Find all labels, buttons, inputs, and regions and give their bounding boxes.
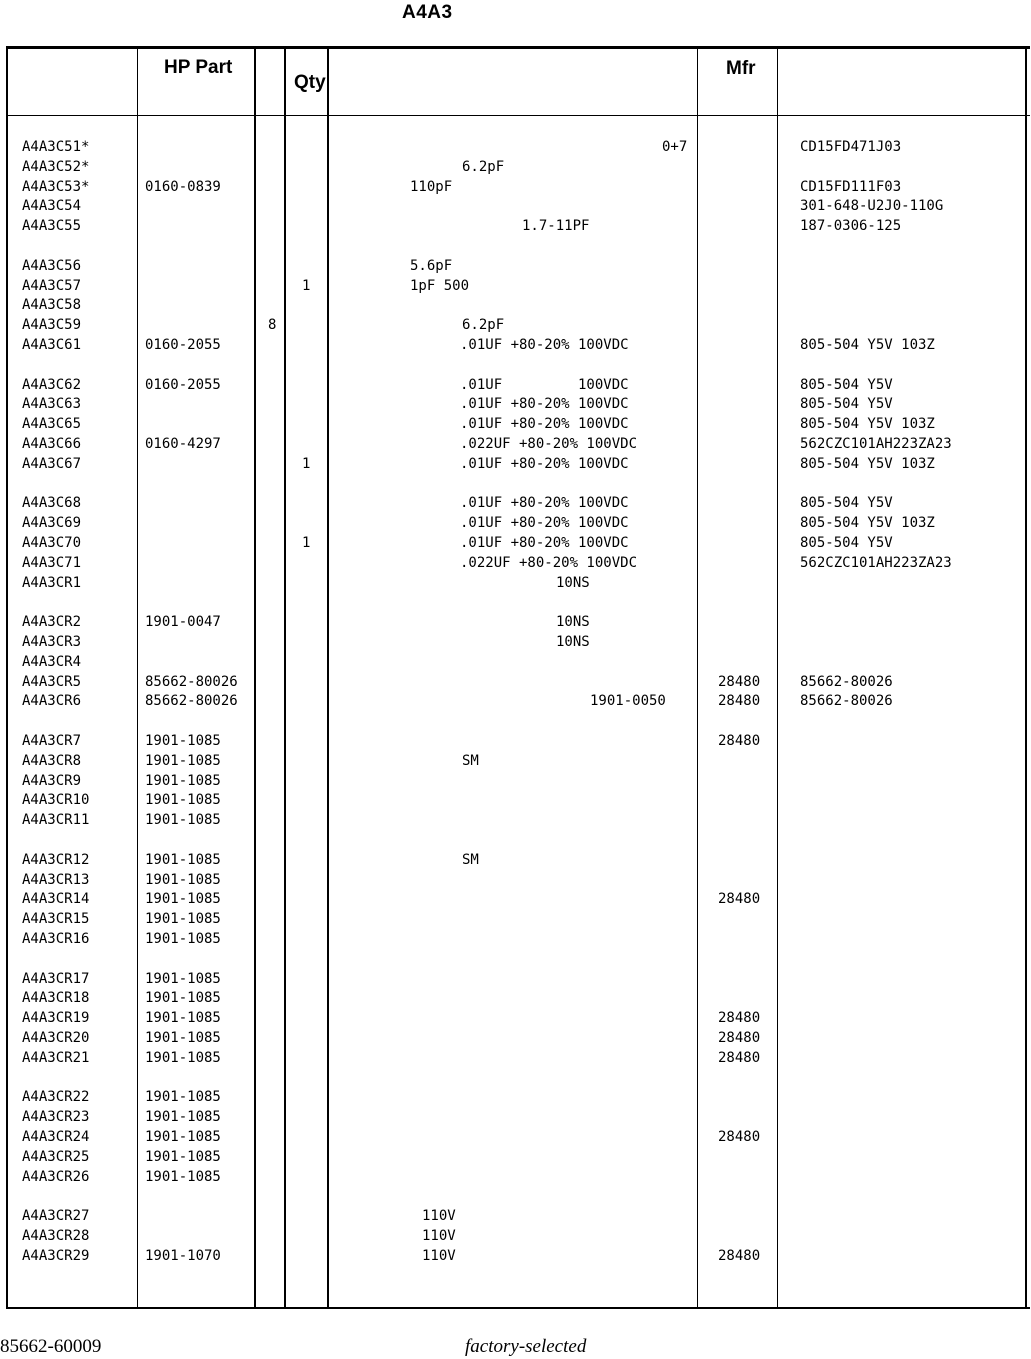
mfr-part-number: CD15FD111F03 [800, 178, 902, 195]
hp-part-number: 1901-1085 [145, 1168, 221, 1185]
ref-designator: A4A3CR27 [22, 1208, 90, 1225]
col-border-desc [697, 46, 698, 1309]
hp-part-number: 1901-0047 [145, 614, 221, 631]
hp-part-number: 1901-1085 [145, 1109, 221, 1126]
description: 5.6pF [410, 257, 453, 274]
description: 110V [422, 1228, 456, 1244]
ref-designator: A4A3CR12 [22, 851, 90, 868]
mfr-part-number: 85662-80026 [800, 673, 893, 690]
ref-designator: A4A3C61 [22, 337, 82, 353]
ref-designator: A4A3C52* [22, 158, 90, 175]
page-title: A4A3 [402, 2, 453, 23]
col-border-right [1025, 46, 1027, 1309]
ref-designator: A4A3C58 [22, 297, 82, 314]
description: 110V [422, 1247, 456, 1264]
ref-designator: A4A3CR9 [22, 772, 82, 789]
footer-note: factory-selected [465, 1336, 587, 1357]
ref-designator: A4A3CR5 [22, 673, 82, 690]
hp-part-number: 1901-1085 [145, 772, 221, 789]
description: SM [462, 752, 479, 769]
description: 1pF 500 [410, 277, 470, 294]
hp-part-number: 1901-1085 [145, 1010, 221, 1027]
col-border-mfr [777, 46, 778, 1309]
col-border-qty [327, 46, 329, 1309]
hp-part-number: 1901-1085 [145, 990, 221, 1007]
ref-designator: A4A3CR11 [22, 812, 90, 829]
mfr-part-number: 187-0306-125 [800, 218, 902, 235]
hp-part-number: 0160-2055 [145, 376, 221, 393]
header-hp-part: HP Part [164, 57, 233, 78]
description-extra: 0+7 [662, 139, 688, 155]
hp-part-number: 85662-80026 [145, 673, 238, 690]
ref-designator: A4A3CR19 [22, 1010, 90, 1027]
mfr-code: 28480 [718, 673, 761, 690]
description: .01UF 100VDC [460, 376, 629, 393]
ref-designator: A4A3C71 [22, 554, 82, 571]
hp-part-number: 0160-0839 [145, 178, 221, 195]
description: .01UF +80-20% 100VDC [460, 495, 629, 512]
mfr-code: 28480 [718, 1129, 761, 1145]
description: .01UF +80-20% 100VDC [460, 337, 629, 353]
hp-part-number: 1901-1085 [145, 1089, 221, 1106]
ref-designator: A4A3CR21 [22, 1049, 90, 1066]
ref-designator: A4A3CR1 [22, 574, 82, 591]
mfr-part-number: 805-504 Y5V 103Z [800, 515, 935, 532]
ref-designator: A4A3CR15 [22, 911, 90, 928]
ref-designator: A4A3C63 [22, 396, 82, 413]
ref-designator: A4A3CR3 [22, 634, 82, 650]
mfr-part-number: 805-504 Y5V [800, 495, 893, 512]
mfr-part-number: 805-504 Y5V 103Z [800, 455, 935, 472]
ref-designator: A4A3C67 [22, 455, 82, 472]
hp-part-number: 1901-1085 [145, 1129, 221, 1145]
ref-designator: A4A3C55 [22, 218, 82, 235]
ref-designator: A4A3CR22 [22, 1089, 90, 1106]
ref-designator: A4A3CR25 [22, 1148, 90, 1165]
col-border-part [137, 46, 138, 1309]
ref-designator: A4A3C51* [22, 139, 90, 155]
col-border-cd-right [284, 46, 286, 1309]
description: 10NS [556, 574, 590, 591]
ref-designator: A4A3CR8 [22, 752, 82, 769]
description: .022UF +80-20% 100VDC [460, 436, 638, 452]
hp-part-number: 1901-1085 [145, 851, 221, 868]
quantity: 1 [302, 535, 311, 551]
ref-designator: A4A3CR13 [22, 871, 90, 888]
header-qty: Qty [294, 72, 326, 93]
hp-part-number: 0160-2055 [145, 337, 221, 353]
ref-designator: A4A3CR28 [22, 1228, 90, 1244]
check-digit: 8 [268, 317, 277, 334]
header-mfr: Mfr [726, 58, 756, 79]
ref-designator: A4A3C59 [22, 317, 82, 334]
hp-part-number: 0160-4297 [145, 436, 221, 452]
ref-designator: A4A3C53* [22, 178, 90, 195]
ref-designator: A4A3CR24 [22, 1129, 90, 1145]
ref-designator: A4A3CR6 [22, 693, 82, 710]
description: 1.7-11PF [522, 218, 590, 235]
ref-designator: A4A3C65 [22, 416, 82, 433]
description: .01UF +80-20% 100VDC [460, 416, 629, 433]
ref-designator: A4A3CR7 [22, 733, 82, 749]
description: .022UF +80-20% 100VDC [460, 554, 638, 571]
description-extra: 1901-0050 [590, 693, 666, 710]
ref-designator: A4A3CR2 [22, 614, 82, 631]
description: .01UF +80-20% 100VDC [460, 396, 629, 413]
ref-designator: A4A3CR23 [22, 1109, 90, 1126]
hp-part-number: 1901-1085 [145, 1030, 221, 1046]
mfr-code: 28480 [718, 891, 761, 908]
hp-part-number: 1901-1085 [145, 911, 221, 928]
hp-part-number: 1901-1085 [145, 733, 221, 749]
ref-designator: A4A3C56 [22, 257, 82, 274]
mfr-part-number: 805-504 Y5V [800, 376, 893, 393]
col-border-left [6, 46, 8, 1309]
mfr-part-number: 85662-80026 [800, 693, 893, 710]
ref-designator: A4A3CR17 [22, 970, 90, 987]
quantity: 1 [302, 277, 311, 294]
header-bottom-border [6, 115, 1030, 116]
ref-designator: A4A3C69 [22, 515, 82, 532]
description: 6.2pF [462, 158, 505, 175]
mfr-code: 28480 [718, 733, 761, 749]
ref-designator: A4A3CR10 [22, 792, 90, 809]
hp-part-number: 1901-1085 [145, 931, 221, 947]
ref-designator: A4A3CR16 [22, 931, 90, 947]
hp-part-number: 1901-1085 [145, 752, 221, 769]
description: 6.2pF [462, 317, 505, 334]
quantity: 1 [302, 455, 311, 472]
table-top-border [6, 46, 1030, 49]
col-border-cd-left [254, 46, 256, 1309]
mfr-code: 28480 [718, 1049, 761, 1066]
description: .01UF +80-20% 100VDC [460, 455, 629, 472]
hp-part-number: 1901-1085 [145, 1049, 221, 1066]
mfr-part-number: 301-648-U2J0-110G [800, 198, 944, 215]
mfr-part-number: 562CZC101AH223ZA23 [800, 554, 952, 571]
ref-designator: A4A3C66 [22, 436, 82, 452]
table-bottom-border [6, 1307, 1030, 1309]
description: 110V [422, 1208, 456, 1225]
ref-designator: A4A3C62 [22, 376, 82, 393]
hp-part-number: 1901-1085 [145, 792, 221, 809]
mfr-part-number: CD15FD471J03 [800, 139, 902, 155]
hp-part-number: 1901-1085 [145, 1148, 221, 1165]
mfr-code: 28480 [718, 1010, 761, 1027]
mfr-part-number: 805-504 Y5V [800, 396, 893, 413]
description: 10NS [556, 634, 590, 650]
ref-designator: A4A3C68 [22, 495, 82, 512]
ref-designator: A4A3CR29 [22, 1247, 90, 1264]
footer-part-number: 85662-60009 [0, 1336, 102, 1357]
description: 10NS [556, 614, 590, 631]
hp-part-number: 85662-80026 [145, 693, 238, 710]
hp-part-number: 1901-1085 [145, 891, 221, 908]
description: SM [462, 851, 479, 868]
ref-designator: A4A3C70 [22, 535, 82, 551]
hp-part-number: 1901-1085 [145, 970, 221, 987]
ref-designator: A4A3CR18 [22, 990, 90, 1007]
mfr-code: 28480 [718, 693, 761, 710]
hp-part-number: 1901-1070 [145, 1247, 221, 1264]
mfr-part-number: 805-504 Y5V 103Z [800, 416, 935, 433]
description: .01UF +80-20% 100VDC [460, 535, 629, 551]
mfr-part-number: 562CZC101AH223ZA23 [800, 436, 952, 452]
mfr-code: 28480 [718, 1247, 761, 1264]
mfr-part-number: 805-504 Y5V 103Z [800, 337, 935, 353]
ref-designator: A4A3CR14 [22, 891, 90, 908]
mfr-code: 28480 [718, 1030, 761, 1046]
description: 110pF [410, 178, 453, 195]
ref-designator: A4A3CR20 [22, 1030, 90, 1046]
ref-designator: A4A3C57 [22, 277, 82, 294]
mfr-part-number: 805-504 Y5V [800, 535, 893, 551]
hp-part-number: 1901-1085 [145, 812, 221, 829]
description: .01UF +80-20% 100VDC [460, 515, 629, 532]
ref-designator: A4A3CR4 [22, 653, 82, 670]
ref-designator: A4A3C54 [22, 198, 82, 215]
ref-designator: A4A3CR26 [22, 1168, 90, 1185]
hp-part-number: 1901-1085 [145, 871, 221, 888]
